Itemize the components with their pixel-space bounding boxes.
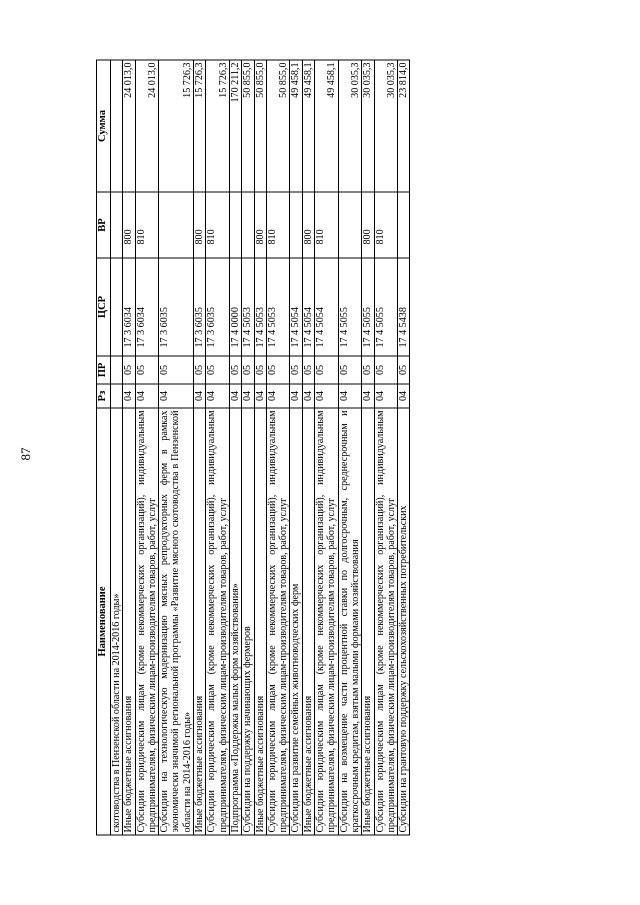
cell-pr: 05 xyxy=(302,356,314,384)
table-row xyxy=(266,60,290,835)
table-row xyxy=(362,60,374,835)
cell-sum: 30 035,3 xyxy=(374,60,398,192)
cell-pr: 05 xyxy=(135,356,159,384)
table-row xyxy=(194,60,206,835)
cell-pr: 05 xyxy=(338,356,362,384)
cell-vr xyxy=(338,192,362,258)
cell-name: Субсидии на возмещение части процентной ставки по долгосрочным, среднесрочным и краткосрочным кредитам, взятым малыми формами хозяйствования xyxy=(338,408,362,835)
cell-csr: 17 3 6034 xyxy=(135,258,159,356)
cell-name: Иные бюджетные ассигнования xyxy=(302,408,314,835)
cell-sum: 24 013,0 xyxy=(123,60,135,192)
cell-vr xyxy=(229,192,241,258)
cell-pr: 05 xyxy=(159,356,194,384)
cell-name: Субсидии юридическим лицам (кроме некоммерческих организаций), индивидуальным предпринимателям, физическим лицам-производителям товаров, работ, услуг xyxy=(315,408,339,835)
table-header-row xyxy=(97,60,111,835)
table-row xyxy=(135,60,159,835)
cell-csr: 17 4 5054 xyxy=(302,258,314,356)
cell-sum: 30 035,3 xyxy=(362,60,374,192)
table-row xyxy=(111,60,123,835)
cell-pr xyxy=(111,356,123,384)
cell-pr: 05 xyxy=(398,356,410,384)
cell-pr: 05 xyxy=(123,356,135,384)
cell-vr: 800 xyxy=(362,192,374,258)
cell-vr xyxy=(159,192,194,258)
cell-pr: 05 xyxy=(315,356,339,384)
cell-rz: 04 xyxy=(266,384,290,408)
cell-csr: 17 4 5055 xyxy=(374,258,398,356)
cell-sum: 23 814,0 xyxy=(398,60,410,192)
table-row xyxy=(159,60,194,835)
cell-csr: 17 3 6034 xyxy=(123,258,135,356)
cell-sum: 30 035,3 xyxy=(338,60,362,192)
table-body xyxy=(111,60,410,835)
cell-pr: 05 xyxy=(206,356,230,384)
cell-csr: 17 4 5438 xyxy=(398,258,410,356)
header-name: Наименование xyxy=(97,408,111,835)
cell-csr: 17 4 5053 xyxy=(254,258,266,356)
budget-table xyxy=(96,60,410,836)
cell-name: Субсидии на поддержку начинающих фермеров xyxy=(242,408,254,835)
cell-pr: 05 xyxy=(242,356,254,384)
cell-rz: 04 xyxy=(338,384,362,408)
cell-vr: 810 xyxy=(315,192,339,258)
cell-csr: 17 3 6035 xyxy=(194,258,206,356)
cell-rz: 04 xyxy=(206,384,230,408)
table-row xyxy=(374,60,398,835)
cell-csr: 17 4 5054 xyxy=(290,258,302,356)
cell-rz: 04 xyxy=(159,384,194,408)
cell-vr: 800 xyxy=(194,192,206,258)
cell-rz: 04 xyxy=(398,384,410,408)
cell-name: Иные бюджетные ассигнования xyxy=(123,408,135,835)
cell-sum: 24 013,0 xyxy=(135,60,159,192)
cell-csr: 17 3 6035 xyxy=(206,258,230,356)
cell-name: скотоводства в Пензенской области на 2014-2016 годы» xyxy=(111,408,123,835)
table-row xyxy=(123,60,135,835)
cell-csr: 17 4 0000 xyxy=(229,258,241,356)
cell-vr: 810 xyxy=(374,192,398,258)
table-row xyxy=(206,60,230,835)
header-rz: Рз xyxy=(97,384,111,408)
cell-csr: 17 4 5053 xyxy=(266,258,290,356)
cell-pr: 05 xyxy=(374,356,398,384)
cell-name: Подпрограмма «Поддержка малых форм хозяйствования» xyxy=(229,408,241,835)
cell-sum: 15 726,3 xyxy=(206,60,230,192)
cell-pr: 05 xyxy=(266,356,290,384)
cell-csr: 17 4 5055 xyxy=(362,258,374,356)
cell-sum: 49 458,1 xyxy=(302,60,314,192)
cell-vr: 810 xyxy=(266,192,290,258)
table-row xyxy=(229,60,241,835)
cell-name: Субсидии юридическим лицам (кроме некоммерческих организаций), индивидуальным предпринимателям, физическим лицам-производителям товаров, работ, услуг xyxy=(266,408,290,835)
cell-vr: 810 xyxy=(135,192,159,258)
page-number: 87 xyxy=(18,447,33,461)
cell-pr: 05 xyxy=(254,356,266,384)
cell-sum: 15 726,3 xyxy=(194,60,206,192)
cell-name: Иные бюджетные ассигнования xyxy=(362,408,374,835)
cell-csr: 17 4 5055 xyxy=(338,258,362,356)
cell-rz: 04 xyxy=(315,384,339,408)
cell-vr xyxy=(290,192,302,258)
cell-pr: 05 xyxy=(229,356,241,384)
table-row xyxy=(338,60,362,835)
table-row xyxy=(398,60,410,835)
cell-pr: 05 xyxy=(362,356,374,384)
cell-sum: 50 855,0 xyxy=(266,60,290,192)
cell-sum: 49 458,1 xyxy=(290,60,302,192)
cell-name: Субсидии юридическим лицам (кроме некоммерческих организаций), индивидуальным предпринимателям, физическим лицам-производителям товаров, работ, услуг xyxy=(206,408,230,835)
header-sum: Сумма xyxy=(97,60,111,192)
cell-name: Иные бюджетные ассигнования xyxy=(194,408,206,835)
header-csr: ЦСР xyxy=(97,258,111,356)
cell-sum: 50 855,0 xyxy=(254,60,266,192)
cell-rz: 04 xyxy=(135,384,159,408)
header-vr: ВР xyxy=(97,192,111,258)
cell-rz: 04 xyxy=(229,384,241,408)
cell-sum: 50 855,0 xyxy=(242,60,254,192)
table-row xyxy=(290,60,302,835)
table-row xyxy=(254,60,266,835)
cell-csr: 17 3 6035 xyxy=(159,258,194,356)
cell-rz: 04 xyxy=(362,384,374,408)
cell-vr: 800 xyxy=(302,192,314,258)
cell-vr: 800 xyxy=(123,192,135,258)
cell-rz xyxy=(111,384,123,408)
cell-rz: 04 xyxy=(302,384,314,408)
cell-pr: 05 xyxy=(194,356,206,384)
cell-sum: 15 726,3 xyxy=(159,60,194,192)
cell-name: Субсидии на грантовую поддержку сельскохозяйственных потребительских xyxy=(398,408,410,835)
header-pr: ПР xyxy=(97,356,111,384)
cell-vr xyxy=(111,192,123,258)
table-row xyxy=(302,60,314,835)
cell-name: Субсидии на развитие семейных животноводческих ферм xyxy=(290,408,302,835)
cell-csr xyxy=(111,258,123,356)
cell-vr: 810 xyxy=(206,192,230,258)
cell-vr xyxy=(398,192,410,258)
cell-csr: 17 4 5054 xyxy=(315,258,339,356)
cell-rz: 04 xyxy=(123,384,135,408)
cell-sum xyxy=(111,60,123,192)
rotated-page-content xyxy=(96,61,560,836)
cell-csr: 17 4 5053 xyxy=(242,258,254,356)
cell-vr: 800 xyxy=(254,192,266,258)
cell-sum: 170 211,2 xyxy=(229,60,241,192)
cell-vr xyxy=(242,192,254,258)
cell-rz: 04 xyxy=(194,384,206,408)
cell-name: Субсидии на технологическую модернизацию мясных репродукторных ферм в рамках экономически значимой региональной программы «Развитие мясного скотоводства в Пензенской области на 2014-2016 годы» xyxy=(159,408,194,835)
cell-rz: 04 xyxy=(254,384,266,408)
table-row xyxy=(315,60,339,835)
cell-rz: 04 xyxy=(374,384,398,408)
cell-name: Субсидии юридическим лицам (кроме некоммерческих организаций), индивидуальным предпринимателям, физическим лицам-производителям товаров, работ, услуг xyxy=(135,408,159,835)
cell-rz: 04 xyxy=(290,384,302,408)
cell-pr: 05 xyxy=(290,356,302,384)
cell-name: Субсидии юридическим лицам (кроме некоммерческих организаций), индивидуальным предпринимателям, физическим лицам-производителям товаров, работ, услуг xyxy=(374,408,398,835)
cell-name: Иные бюджетные ассигнования xyxy=(254,408,266,835)
table-row xyxy=(242,60,254,835)
cell-rz: 04 xyxy=(242,384,254,408)
cell-sum: 49 458,1 xyxy=(315,60,339,192)
